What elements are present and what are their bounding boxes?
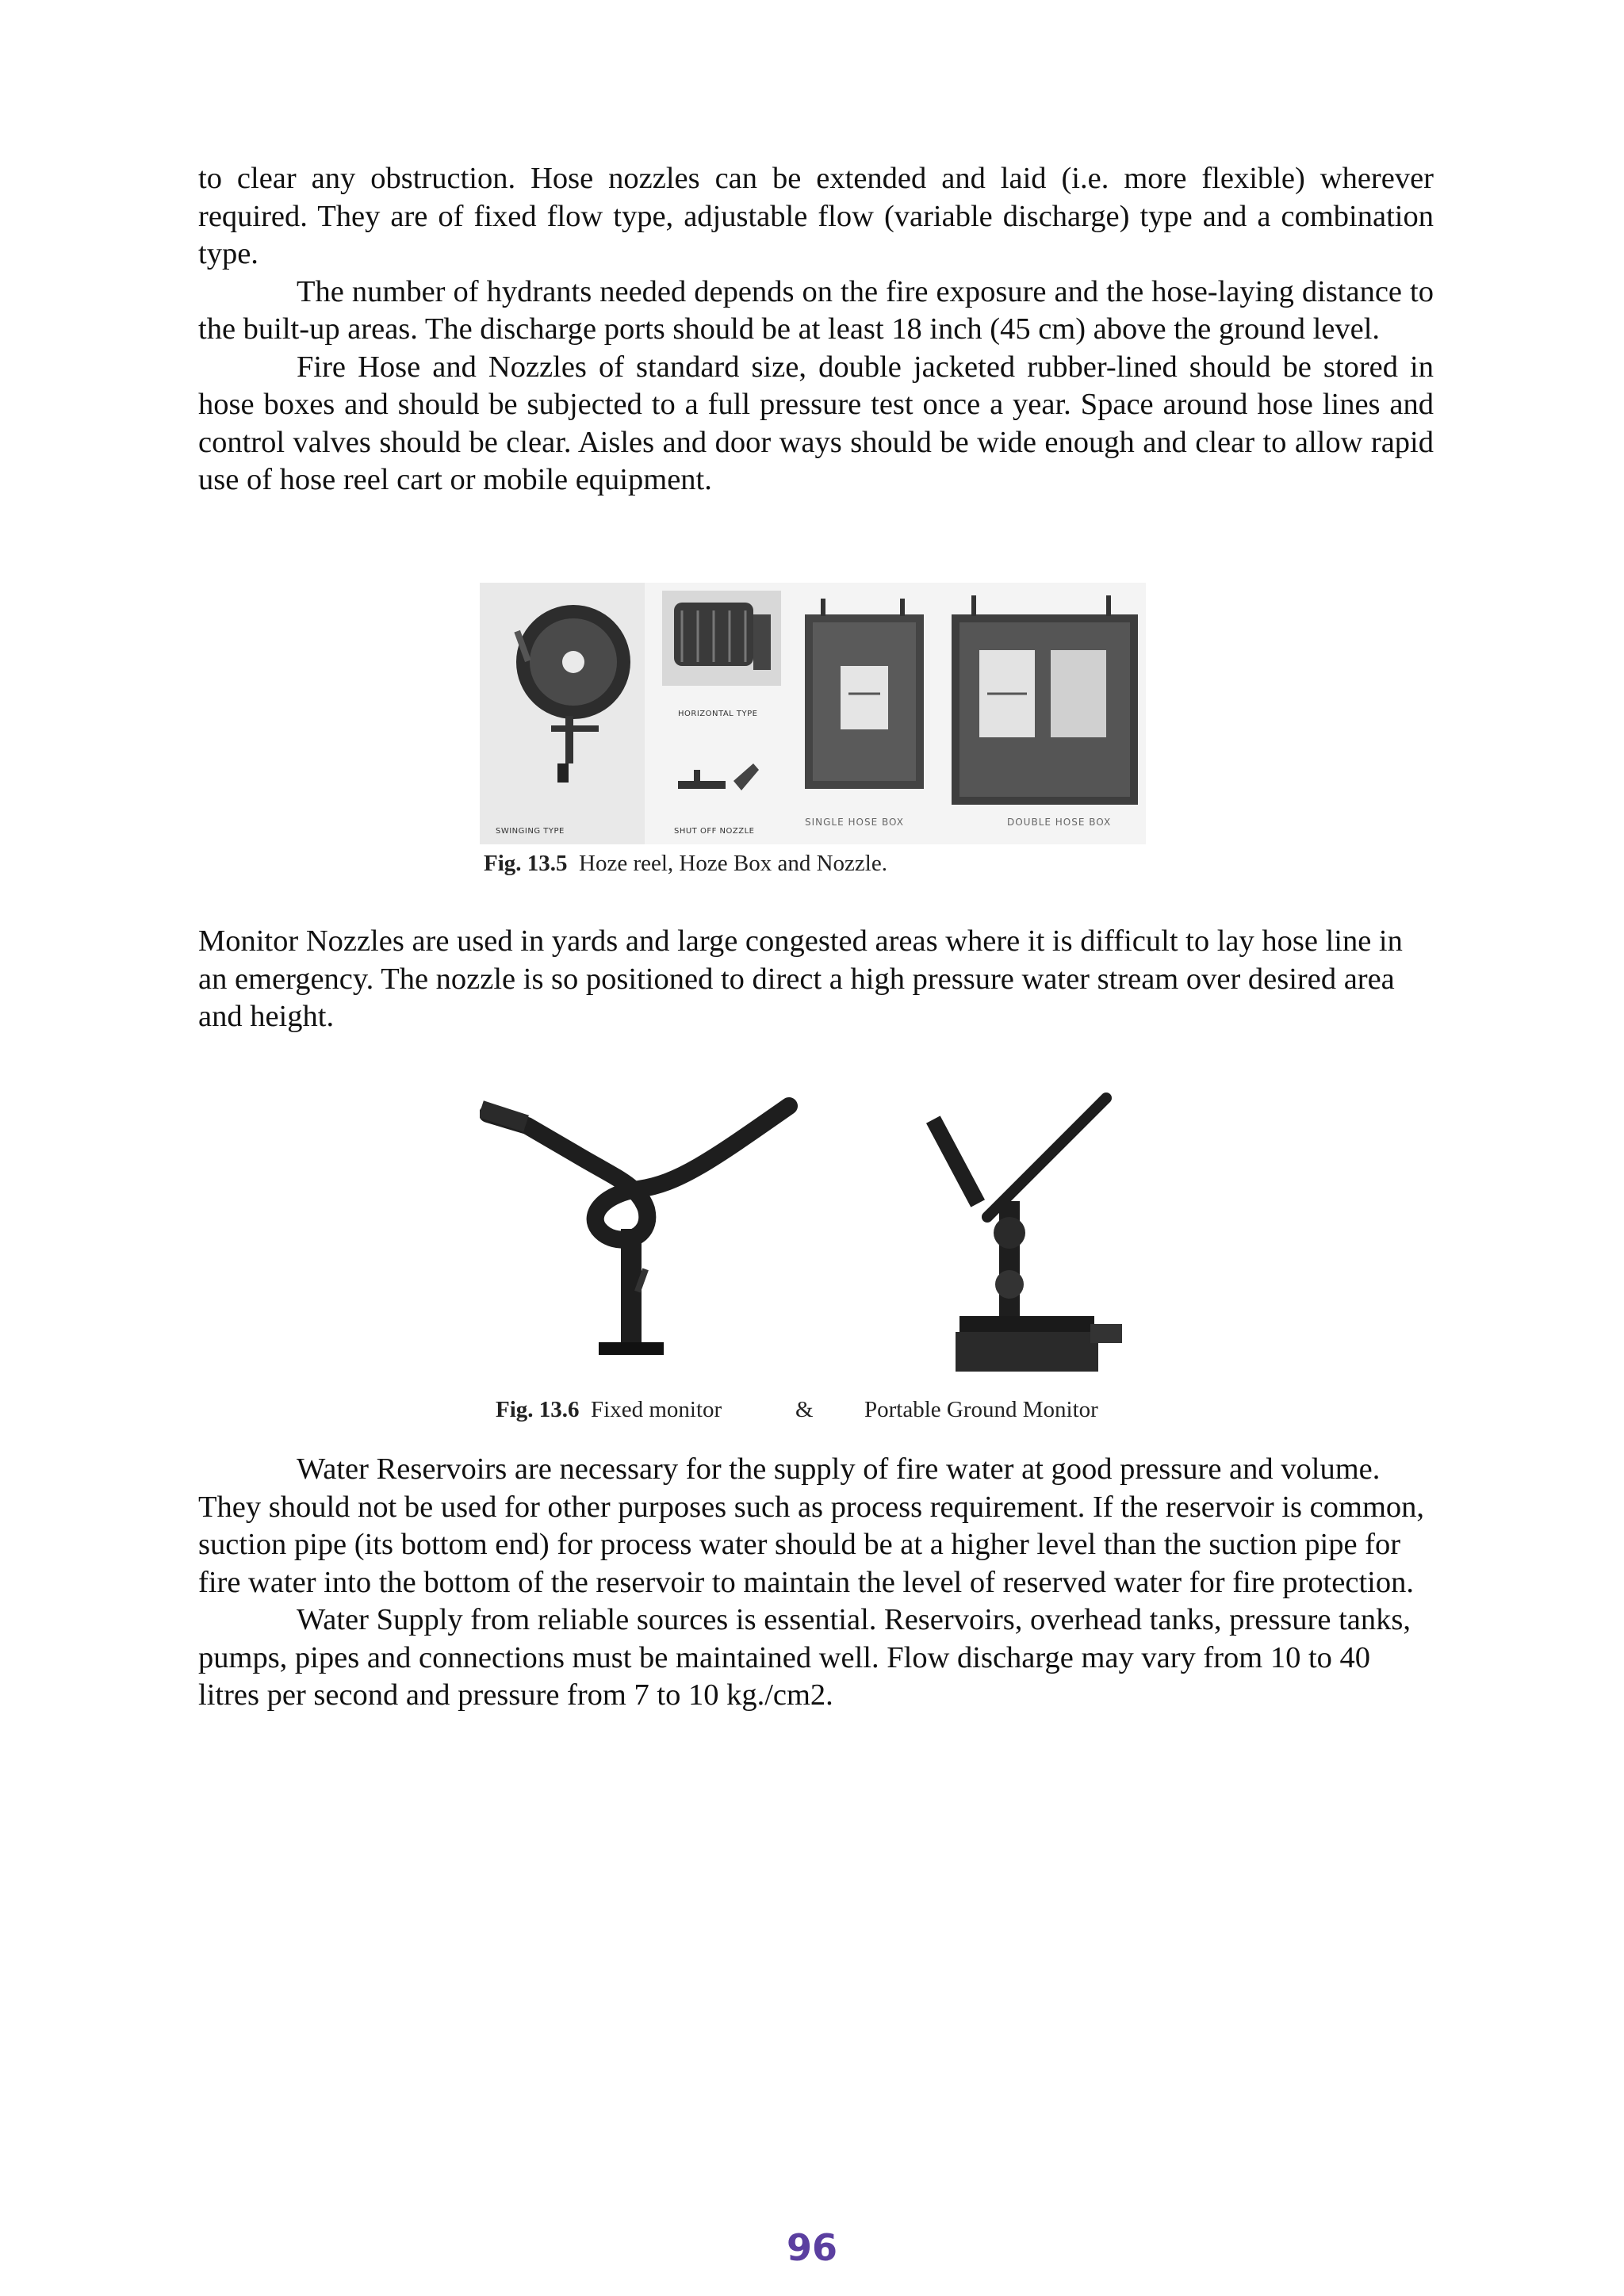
horizontal-hose-reel-image	[662, 591, 781, 686]
paragraph-fire-hose: Fire Hose and Nozzles of standard size, double jacketed rubber-lined should be stored in hose boxes and should be subjected to a full pressure test once a year. Space around hose lines and control valves should be clear. Aisles and door ways should be wide enough and clear to allow rapid use of hose reel cart or mobile equipment.	[198, 350, 1434, 496]
label-single-hose-box: SINGLE HOSE BOX	[805, 817, 904, 828]
caption-portable-ground-monitor: Portable Ground Monitor	[864, 1397, 1098, 1422]
caption-text: Hoze reel, Hoze Box and Nozzle.	[579, 851, 887, 876]
page-number: 96	[786, 2226, 837, 2269]
figure-monitors	[480, 1090, 1162, 1391]
double-hose-box-image	[952, 595, 1138, 805]
figure-13-6-caption-left	[496, 1397, 722, 1423]
paragraph-hose-nozzles: to clear any obstruction. Hose nozzles can be extended and laid (i.e. more flexible) wherever required. They are of fixed flow type, adjustable flow (variable discharge) type and a combination type.	[198, 162, 1434, 270]
paragraph-monitor-nozzles: Monitor Nozzles are used in yards and large congested areas where it is difficult to lay hose line in an emergency. The nozzle is so positioned to direct a high pressure water stream over desired area and height.	[198, 924, 1403, 1033]
paragraph-water-reservoirs: Water Reservoirs are necessary for the supply of fire water at good pressure and volume. They should not be used for other purposes such as process requirement. If the reservoir is common, suction pipe (its bottom end) for process water should be at a higher level than the suction pipe for fire water into the bottom of the reservoir to maintain the level of reserved water for fire protection.	[198, 1452, 1425, 1599]
body-text-top	[198, 160, 1434, 499]
portable-ground-monitor-image	[926, 1098, 1122, 1372]
paragraph-water-supply: Water Supply from reliable sources is essential. Reservoirs, overhead tanks, pressure tanks, pumps, pipes and connections must be maintained well. Flow discharge may vary from 10 to 40 litres per second and pressure from 7 to 10 kg./cm2.	[198, 1603, 1411, 1712]
paragraph-hydrants: The number of hydrants needed depends on the fire exposure and the hose-laying distance to the built-up areas. The discharge ports should be at least 18 inch (45 cm) above the ground level.	[198, 274, 1434, 346]
caption-figure-number: Fig. 13.6	[496, 1397, 580, 1422]
caption-fixed-monitor: Fixed monitor	[591, 1397, 722, 1422]
label-swinging-type: SWINGING TYPE	[496, 827, 565, 836]
figure-hose-reel-box-nozzle	[480, 583, 1146, 844]
body-text-bottom	[198, 1451, 1434, 1715]
caption-figure-number: Fig. 13.5	[484, 851, 568, 876]
figure-13-5-caption	[484, 851, 887, 877]
label-shut-off-nozzle: SHUT OFF NOZZLE	[674, 827, 755, 836]
caption-ampersand: &	[795, 1397, 814, 1422]
label-horizontal-type: HORIZONTAL TYPE	[678, 710, 758, 718]
label-double-hose-box: DOUBLE HOSE BOX	[1007, 817, 1112, 828]
fixed-monitor-image	[480, 1100, 789, 1355]
single-hose-box-image	[805, 599, 924, 789]
body-text-monitor	[198, 923, 1434, 1036]
